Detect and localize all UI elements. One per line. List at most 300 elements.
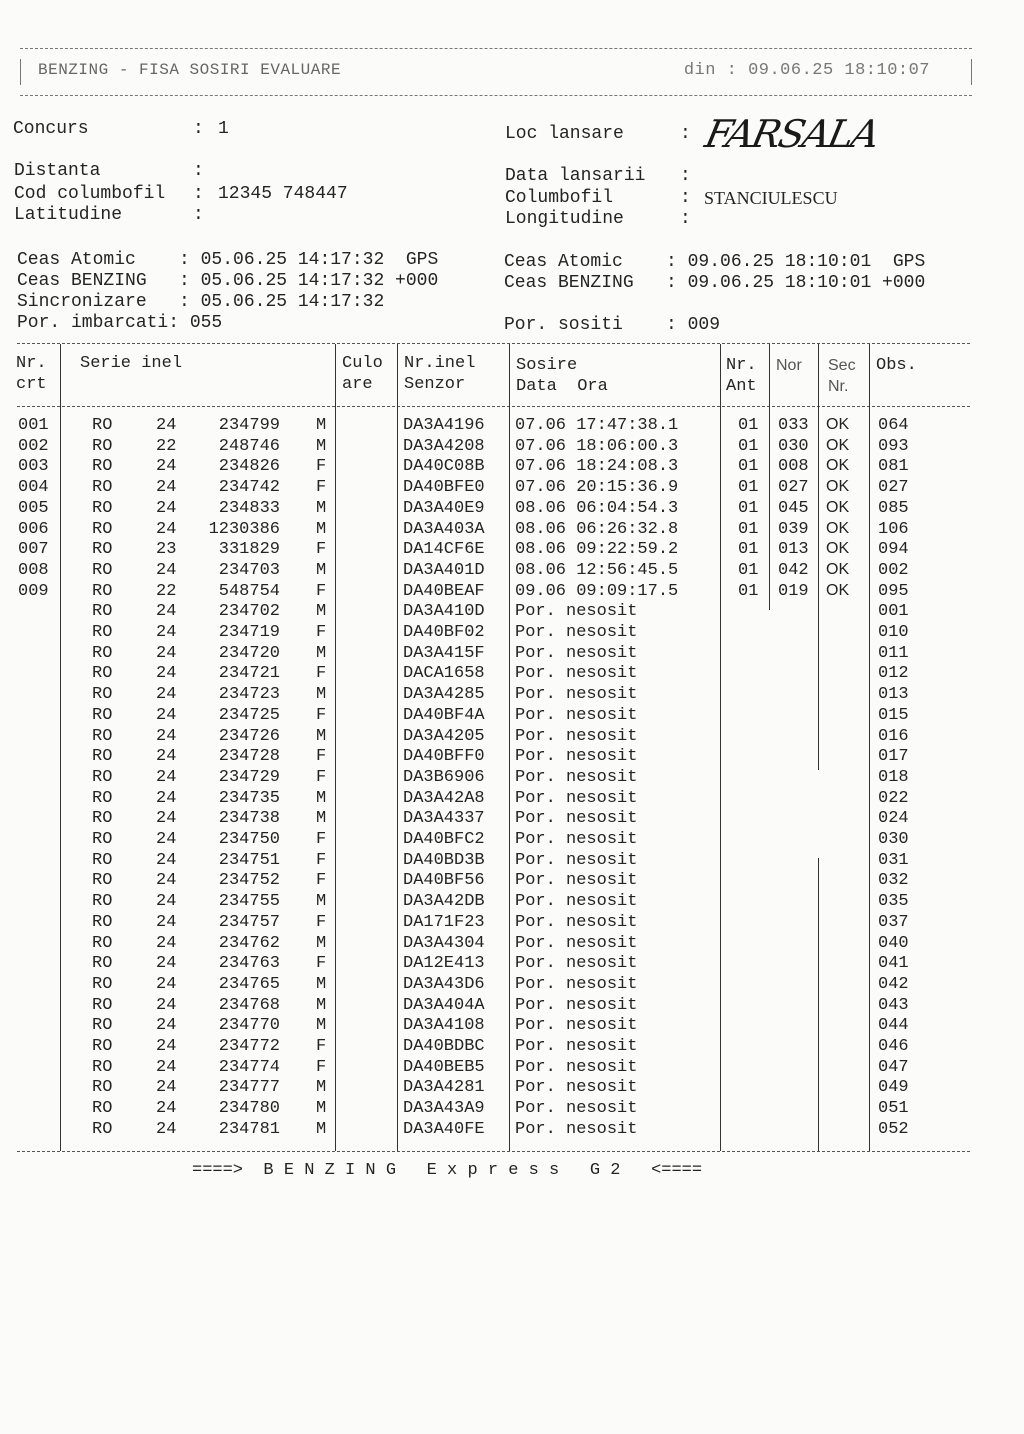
sep-latitudine: : (193, 205, 215, 225)
cell-sosire: 07.06 18:06:00.3 (515, 436, 679, 456)
cell-sex: M (316, 519, 327, 539)
cell-tara: RO (92, 436, 113, 456)
sep-longitudine: : (680, 209, 702, 229)
cell-sec: OK (826, 436, 850, 454)
cell-sec: OK (826, 457, 850, 475)
table-row (0, 975, 1024, 996)
cell-inel: 234770 (218, 1016, 280, 1036)
table-row (0, 623, 1024, 644)
cell-an: 24 (156, 623, 177, 642)
cell-tara: RO (92, 705, 113, 725)
cell-an: 24 (156, 974, 177, 994)
table-row (0, 478, 1024, 499)
cell-sex: F (316, 478, 327, 498)
cell-sosire: Por. nesosit (515, 726, 638, 746)
cell-senzor: DA171F23 (403, 912, 485, 932)
cell-senzor: DA40BF56 (403, 871, 485, 891)
cell-inel: 234703 (218, 560, 280, 580)
cell-senzor: DA3A42DB (403, 892, 485, 912)
cell-sex: F (316, 747, 327, 767)
cell-nr: 004 (18, 478, 49, 498)
th-serie-inel: Serie inel (80, 354, 183, 373)
label-longitudine: Longitudine (505, 209, 624, 229)
table-row (0, 1016, 1024, 1037)
cell-sosire: Por. nesosit (515, 995, 638, 1015)
cell-obs: 024 (878, 809, 909, 829)
cell-senzor: DA3A43D6 (403, 974, 485, 994)
cell-senzor: DA40BEAF (403, 581, 485, 601)
cell-an: 24 (156, 416, 177, 435)
table-row (0, 644, 1024, 665)
th-ant: Ant (726, 377, 757, 396)
cell-obs: 042 (878, 974, 909, 994)
cell-obs: 018 (878, 767, 909, 787)
cell-inel: 234725 (218, 705, 280, 725)
cell-sex: M (316, 643, 327, 663)
cell-inel: 234757 (218, 912, 280, 932)
cell-senzor: DA3A404A (403, 995, 485, 1015)
label-columbofil: Columbofil (505, 188, 614, 208)
print-timestamp: din : 09.06.25 18:10:07 (683, 61, 930, 80)
cell-sec: OK (826, 540, 850, 558)
cell-an: 22 (156, 581, 177, 601)
cell-obs: 081 (878, 457, 909, 477)
cell-sosire: Por. nesosit (515, 705, 638, 725)
cell-an: 24 (156, 643, 177, 663)
value-cod-columbofil: 12345 748447 (218, 184, 348, 204)
cell-inel: 234826 (218, 457, 280, 477)
clock-right-atomic: Ceas Atomic : 09.06.25 18:10:01 GPS (504, 252, 926, 272)
cell-obs: 047 (878, 1057, 909, 1077)
cell-ant: 01 (738, 457, 759, 477)
cell-inel: 234750 (218, 830, 280, 849)
cell-an: 24 (156, 933, 177, 953)
cell-an: 24 (156, 1037, 177, 1056)
table-row (0, 1099, 1024, 1120)
cell-sex: M (316, 560, 327, 580)
cell-inel: 234781 (218, 1119, 280, 1139)
cell-obs: 022 (878, 788, 909, 808)
clock-left-benzing: Ceas BENZING : 05.06.25 14:17:32 +000 (17, 271, 439, 291)
cell-tara: RO (92, 416, 113, 435)
th-senzor: Senzor (404, 375, 466, 394)
table-row (0, 996, 1024, 1017)
cell-an: 24 (156, 602, 177, 622)
cell-inel: 234742 (218, 478, 280, 498)
porumbei-sositi: Por. sositi : 009 (504, 315, 721, 335)
th-nr-ant: Nr. (726, 356, 757, 375)
table-row (0, 789, 1024, 810)
cell-sex: F (316, 830, 327, 849)
cell-nor: 030 (778, 436, 809, 456)
cell-senzor: DA40BFC2 (403, 830, 485, 849)
table-row (0, 809, 1024, 830)
table-row (0, 1120, 1024, 1141)
table-row (0, 520, 1024, 541)
cell-sex: F (316, 581, 327, 601)
cell-senzor: DA40BFE0 (403, 478, 485, 498)
cell-tara: RO (92, 540, 113, 560)
cell-sosire: 08.06 12:56:45.5 (515, 560, 679, 580)
cell-obs: 027 (878, 478, 909, 498)
cell-sosire: Por. nesosit (515, 809, 638, 829)
th-nr: Nr. (16, 354, 47, 373)
cell-sosire: Por. nesosit (515, 933, 638, 953)
cell-sex: M (316, 809, 327, 829)
cell-obs: 035 (878, 892, 909, 912)
report-banner (20, 48, 972, 96)
cell-nr: 006 (18, 519, 49, 539)
cell-nr: 008 (18, 560, 49, 580)
cell-senzor: DA40C08B (403, 457, 485, 477)
cell-tara: RO (92, 498, 113, 518)
cell-senzor: DA40BEB5 (403, 1057, 485, 1077)
cell-ant: 01 (738, 581, 759, 601)
cell-sec: OK (826, 519, 850, 537)
cell-inel: 234768 (218, 995, 280, 1015)
cell-an: 24 (156, 767, 177, 787)
cell-nor: 008 (778, 457, 809, 477)
cell-sec: OK (826, 560, 850, 578)
cell-senzor: DA14CF6E (403, 540, 485, 560)
cell-senzor: DA3A42A8 (403, 788, 485, 808)
table-row (0, 892, 1024, 913)
cell-senzor: DA3B6906 (403, 767, 485, 787)
cell-sex: F (316, 912, 327, 932)
cell-sosire: Por. nesosit (515, 602, 638, 622)
clock-right-benzing: Ceas BENZING : 09.06.25 18:10:01 +000 (504, 273, 926, 293)
cell-an: 24 (156, 1119, 177, 1139)
cell-obs: 051 (878, 1099, 909, 1119)
cell-nor: 045 (778, 498, 809, 518)
table-row (0, 561, 1024, 582)
cell-sex: M (316, 602, 327, 622)
table-bottom-rule (17, 1151, 970, 1152)
cell-sex: F (316, 664, 327, 684)
cell-sex: M (316, 1119, 327, 1139)
cell-inel: 234772 (218, 1037, 280, 1056)
cell-tara: RO (92, 892, 113, 912)
cell-senzor: DA40BFF0 (403, 747, 485, 767)
cell-obs: 030 (878, 830, 909, 849)
cell-obs: 001 (878, 602, 909, 622)
label-concurs: Concurs (13, 119, 89, 139)
label-distanta: Distanta (14, 161, 101, 181)
cell-tara: RO (92, 995, 113, 1015)
cell-inel: 234762 (218, 933, 280, 953)
th-obs: Obs. (876, 356, 917, 375)
cell-inel: 234721 (218, 664, 280, 684)
cell-inel: 234765 (218, 974, 280, 994)
cell-nor: 033 (778, 416, 809, 435)
cell-tara: RO (92, 519, 113, 539)
cell-an: 24 (156, 457, 177, 477)
cell-inel: 234719 (218, 623, 280, 642)
cell-ant: 01 (738, 416, 759, 435)
cell-obs: 012 (878, 664, 909, 684)
footer-text: ====> B E N Z I N G E x p r e s s G 2 <==== (192, 1161, 703, 1180)
th-sec: Sec (828, 357, 856, 374)
cell-obs: 044 (878, 1016, 909, 1036)
cell-nr: 002 (18, 436, 49, 456)
cell-sex: F (316, 457, 327, 477)
th-sec-nr: Nr. (828, 378, 849, 395)
table-row (0, 871, 1024, 892)
cell-sex: M (316, 436, 327, 456)
th-nor: Nor (776, 357, 802, 374)
table-row (0, 416, 1024, 437)
cell-senzor: DA3A4208 (403, 436, 485, 456)
cell-tara: RO (92, 974, 113, 994)
cell-sex: M (316, 1016, 327, 1036)
cell-tara: RO (92, 1037, 113, 1056)
cell-sex: M (316, 995, 327, 1015)
cell-an: 24 (156, 1016, 177, 1036)
cell-sosire: 09.06 09:09:17.5 (515, 581, 679, 601)
cell-an: 24 (156, 809, 177, 829)
cell-sosire: Por. nesosit (515, 767, 638, 787)
cell-inel: 234735 (218, 788, 280, 808)
value-concurs: 1 (218, 119, 229, 139)
cell-obs: 032 (878, 871, 909, 891)
cell-ant: 01 (738, 540, 759, 560)
cell-senzor: DA3A4304 (403, 933, 485, 953)
cell-an: 23 (156, 540, 177, 560)
table-row (0, 457, 1024, 478)
cell-tara: RO (92, 643, 113, 663)
table-row (0, 706, 1024, 727)
cell-inel: 234723 (218, 685, 280, 705)
th-data-ora: Data Ora (516, 377, 608, 396)
cell-inel: 234780 (218, 1099, 280, 1119)
table-row (0, 602, 1024, 623)
table-row (0, 664, 1024, 685)
cell-senzor: DA3A4281 (403, 1078, 485, 1098)
cell-tara: RO (92, 685, 113, 705)
cell-senzor: DA40BDBC (403, 1037, 485, 1056)
cell-senzor: DACA1658 (403, 664, 485, 684)
cell-sosire: Por. nesosit (515, 892, 638, 912)
cell-sosire: Por. nesosit (515, 912, 638, 932)
report-title: BENZING - FISA SOSIRI EVALUARE (38, 61, 342, 79)
cell-sosire: Por. nesosit (515, 850, 638, 870)
cell-obs: 093 (878, 436, 909, 456)
cell-obs: 037 (878, 912, 909, 932)
cell-inel: 234752 (218, 871, 280, 891)
cell-sosire: Por. nesosit (515, 1099, 638, 1119)
cell-tara: RO (92, 1078, 113, 1098)
th-culoare: Culo (342, 354, 383, 373)
cell-senzor: DA3A4285 (403, 685, 485, 705)
cell-senzor: DA40BF4A (403, 705, 485, 725)
cell-an: 24 (156, 788, 177, 808)
cell-sosire: Por. nesosit (515, 974, 638, 994)
cell-an: 24 (156, 1099, 177, 1119)
cell-an: 24 (156, 747, 177, 767)
sep-distanta: : (193, 161, 215, 181)
table-row (0, 913, 1024, 934)
table-row (0, 768, 1024, 789)
cell-senzor: DA12E413 (403, 954, 485, 974)
cell-inel: 234702 (218, 602, 280, 622)
sep-cod-columbofil: : (193, 184, 215, 204)
cell-sosire: Por. nesosit (515, 1119, 638, 1139)
table-top-rule (17, 343, 970, 344)
cell-ant: 01 (738, 436, 759, 456)
cell-tara: RO (92, 788, 113, 808)
cell-sex: F (316, 540, 327, 560)
cell-tara: RO (92, 1016, 113, 1036)
cell-sex: M (316, 974, 327, 994)
table-row (0, 830, 1024, 851)
cell-sex: M (316, 416, 327, 435)
cell-inel: 234833 (218, 498, 280, 518)
cell-obs: 011 (878, 643, 909, 663)
cell-sex: F (316, 954, 327, 974)
cell-sex: F (316, 623, 327, 642)
cell-senzor: DA3A4337 (403, 809, 485, 829)
cell-inel: 234763 (218, 954, 280, 974)
cell-obs: 094 (878, 540, 909, 560)
cell-senzor: DA3A403A (403, 519, 485, 539)
cell-nr: 009 (18, 581, 49, 601)
cell-senzor: DA3A4205 (403, 726, 485, 746)
cell-sex: M (316, 1078, 327, 1098)
cell-an: 24 (156, 830, 177, 849)
label-loc-lansare: Loc lansare (505, 124, 624, 144)
cell-tara: RO (92, 478, 113, 498)
cell-senzor: DA3A40FE (403, 1119, 485, 1139)
table-row (0, 747, 1024, 768)
cell-tara: RO (92, 457, 113, 477)
cell-inel: 234777 (218, 1078, 280, 1098)
cell-sosire: Por. nesosit (515, 623, 638, 642)
banner-right-edge (971, 59, 972, 85)
cell-sex: F (316, 1057, 327, 1077)
cell-obs: 049 (878, 1078, 909, 1098)
cell-obs: 041 (878, 954, 909, 974)
cell-tara: RO (92, 954, 113, 974)
cell-tara: RO (92, 1057, 113, 1077)
cell-sex: M (316, 685, 327, 705)
cell-obs: 064 (878, 416, 909, 435)
table-row (0, 1078, 1024, 1099)
cell-inel: 548754 (218, 581, 280, 601)
th-nr-inel: Nr.inel (404, 354, 476, 373)
cell-sosire: Por. nesosit (515, 1037, 638, 1056)
label-cod-columbofil: Cod columbofil (14, 184, 166, 204)
cell-obs: 095 (878, 581, 909, 601)
clock-left-atomic: Ceas Atomic : 05.06.25 14:17:32 GPS (17, 250, 439, 270)
cell-sosire: Por. nesosit (515, 871, 638, 891)
cell-sosire: Por. nesosit (515, 954, 638, 974)
cell-senzor: DA3A4196 (403, 416, 485, 435)
cell-an: 24 (156, 871, 177, 891)
cell-obs: 040 (878, 933, 909, 953)
cell-tara: RO (92, 1119, 113, 1139)
cell-nor: 042 (778, 560, 809, 580)
cell-an: 24 (156, 705, 177, 725)
cell-nor: 039 (778, 519, 809, 539)
cell-senzor: DA3A40E9 (403, 498, 485, 518)
cell-tara: RO (92, 602, 113, 622)
cell-tara: RO (92, 726, 113, 746)
table-row (0, 499, 1024, 520)
cell-sex: M (316, 788, 327, 808)
banner-left-edge (20, 59, 21, 85)
cell-sex: M (316, 892, 327, 912)
cell-nr: 001 (18, 416, 49, 435)
cell-senzor: DA3A401D (403, 560, 485, 580)
cell-obs: 031 (878, 850, 909, 870)
table-row (0, 685, 1024, 706)
table-row (0, 1037, 1024, 1058)
cell-sex: F (316, 705, 327, 725)
cell-sex: F (316, 767, 327, 787)
cell-tara: RO (92, 581, 113, 601)
table-row (0, 582, 1024, 603)
cell-sec: OK (826, 478, 850, 496)
cell-obs: 016 (878, 726, 909, 746)
handwritten-loc-lansare: FARSALA (701, 112, 882, 156)
cell-tara: RO (92, 809, 113, 829)
cell-tara: RO (92, 850, 113, 870)
cell-an: 24 (156, 519, 177, 539)
table-row (0, 934, 1024, 955)
cell-tara: RO (92, 747, 113, 767)
cell-tara: RO (92, 664, 113, 684)
cell-sex: M (316, 933, 327, 953)
cell-sosire: Por. nesosit (515, 1078, 638, 1098)
cell-obs: 046 (878, 1037, 909, 1056)
cell-nr: 007 (18, 540, 49, 560)
cell-obs: 015 (878, 705, 909, 725)
cell-obs: 002 (878, 560, 909, 580)
cell-sosire: Por. nesosit (515, 664, 638, 684)
cell-sex: M (316, 1099, 327, 1119)
cell-senzor: DA40BD3B (403, 850, 485, 870)
cell-sex: M (316, 726, 327, 746)
cell-inel: 234751 (218, 850, 280, 870)
cell-obs: 013 (878, 685, 909, 705)
cell-obs: 043 (878, 995, 909, 1015)
cell-sex: M (316, 498, 327, 518)
cell-nor: 019 (778, 581, 809, 601)
value-columbofil: STANCIULESCU (704, 188, 838, 208)
cell-inel: 234755 (218, 892, 280, 912)
cell-nr: 005 (18, 498, 49, 518)
table-row (0, 954, 1024, 975)
cell-an: 24 (156, 1078, 177, 1098)
sep-concurs: : (193, 119, 215, 139)
cell-sosire: Por. nesosit (515, 1016, 638, 1036)
cell-sec: OK (826, 581, 850, 599)
cell-an: 24 (156, 560, 177, 580)
cell-sosire: 07.06 20:15:36.9 (515, 478, 679, 498)
cell-inel: 234729 (218, 767, 280, 787)
cell-ant: 01 (738, 498, 759, 518)
cell-tara: RO (92, 830, 113, 849)
table-row (0, 437, 1024, 458)
cell-obs: 010 (878, 623, 909, 642)
cell-nr: 003 (18, 457, 49, 477)
cell-inel: 248746 (218, 436, 280, 456)
cell-obs: 017 (878, 747, 909, 767)
table-row (0, 540, 1024, 561)
cell-an: 24 (156, 892, 177, 912)
cell-an: 24 (156, 1057, 177, 1077)
clock-left-sync: Sincronizare : 05.06.25 14:17:32 (17, 292, 385, 312)
